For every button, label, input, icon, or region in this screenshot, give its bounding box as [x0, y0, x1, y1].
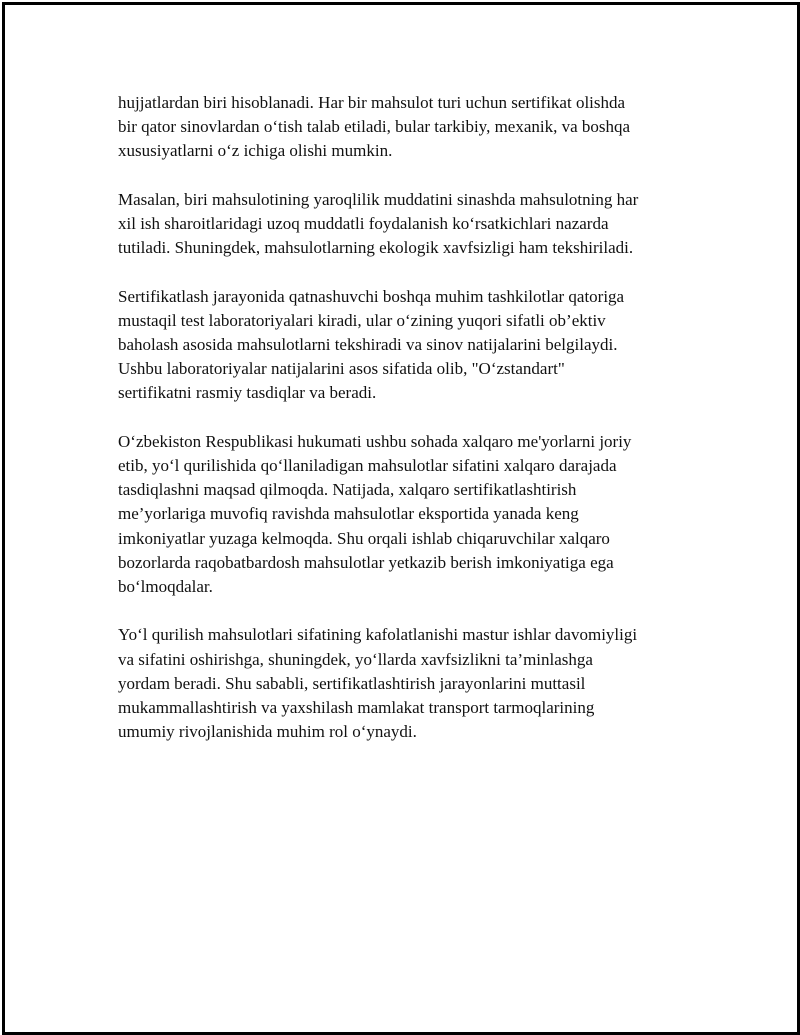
paragraph-1	[118, 91, 698, 164]
text-line: yordam beradi. Shu sababli, sertifikatlashtirish jarayonlarini muttasil	[118, 673, 586, 693]
text-line: mukammallashtirish va yaxshilash mamlakat transport tarmoqlarining	[118, 698, 595, 718]
text-line: Masalan, biri mahsulotining yaroqlilik muddatini sinashda mahsulotning har	[118, 189, 639, 209]
text-line: mustaqil test laboratoriyalari kiradi, ular o‘zining yuqori sifatli ob’ektiv	[118, 310, 606, 330]
document-body	[118, 91, 698, 769]
text-line: Yo‘l qurilish mahsulotlari sifatining kafolatlanishi mastur ishlar davomiyligi	[118, 625, 638, 645]
text-line: tutiladi. Shuningdek, mahsulotlarning ekologik xavfsizligi ham tekshiriladi.	[118, 238, 634, 258]
text-line: va sifatini oshirishga, shuningdek, yo‘llarda xavfsizlikni ta’minlashga	[118, 649, 593, 669]
text-line: xil ish sharoitlaridagi uzoq muddatli foydalanish ko‘rsatkichlari nazarda	[118, 214, 609, 233]
text-line: etib, yo‘l qurilishida qo‘llaniladigan mahsulotlar sifatini xalqaro darajada	[118, 456, 617, 475]
paragraph-4	[118, 430, 698, 599]
text-line: umumiy rivojlanishida muhim rol o‘ynaydi.	[118, 722, 417, 742]
text-line: me’yorlariga muvofiq ravishda mahsulotlar eksportida yanada keng	[118, 504, 579, 524]
paragraph-2	[118, 188, 698, 261]
text-line: O‘zbekiston Respublikasi hukumati ushbu sohada xalqaro me'yorlarni joriy	[118, 431, 632, 451]
text-line: Ushbu laboratoriyalar natijalarini asos sifatida olib, "O‘zstandart"	[118, 359, 565, 379]
text-line: sertifikatni rasmiy tasdiqlar va beradi.	[118, 383, 377, 403]
text-line: Sertifikatlash jarayonida qatnashuvchi boshqa muhim tashkilotlar qatoriga	[118, 286, 625, 306]
text-line: bozorlarda raqobatbardosh mahsulotlar yetkazib berish imkoniyatiga ega	[118, 552, 614, 572]
text-line: xususiyatlarni o‘z ichiga olishi mumkin.	[118, 141, 393, 161]
paragraph-5	[118, 623, 698, 744]
text-line: bo‘lmoqdalar.	[118, 577, 213, 597]
text-line: hujjatlardan biri hisoblanadi. Har bir mahsulot turi uchun sertifikat olishda	[118, 93, 626, 112]
text-line: baholash asosida mahsulotlarni tekshiradi va sinov natijalarini belgilaydi.	[118, 335, 618, 354]
paragraph-3	[118, 285, 698, 406]
text-line: imkoniyatlar yuzaga kelmoqda. Shu orqali ishlab chiqaruvchilar xalqaro	[118, 528, 610, 548]
text-line: tasdiqlashni maqsad qilmoqda. Natijada, xalqaro sertifikatlashtirish	[118, 480, 577, 500]
text-line: bir qator sinovlardan o‘tish talab etiladi, bular tarkibiy, mexanik, va boshqa	[118, 117, 631, 137]
